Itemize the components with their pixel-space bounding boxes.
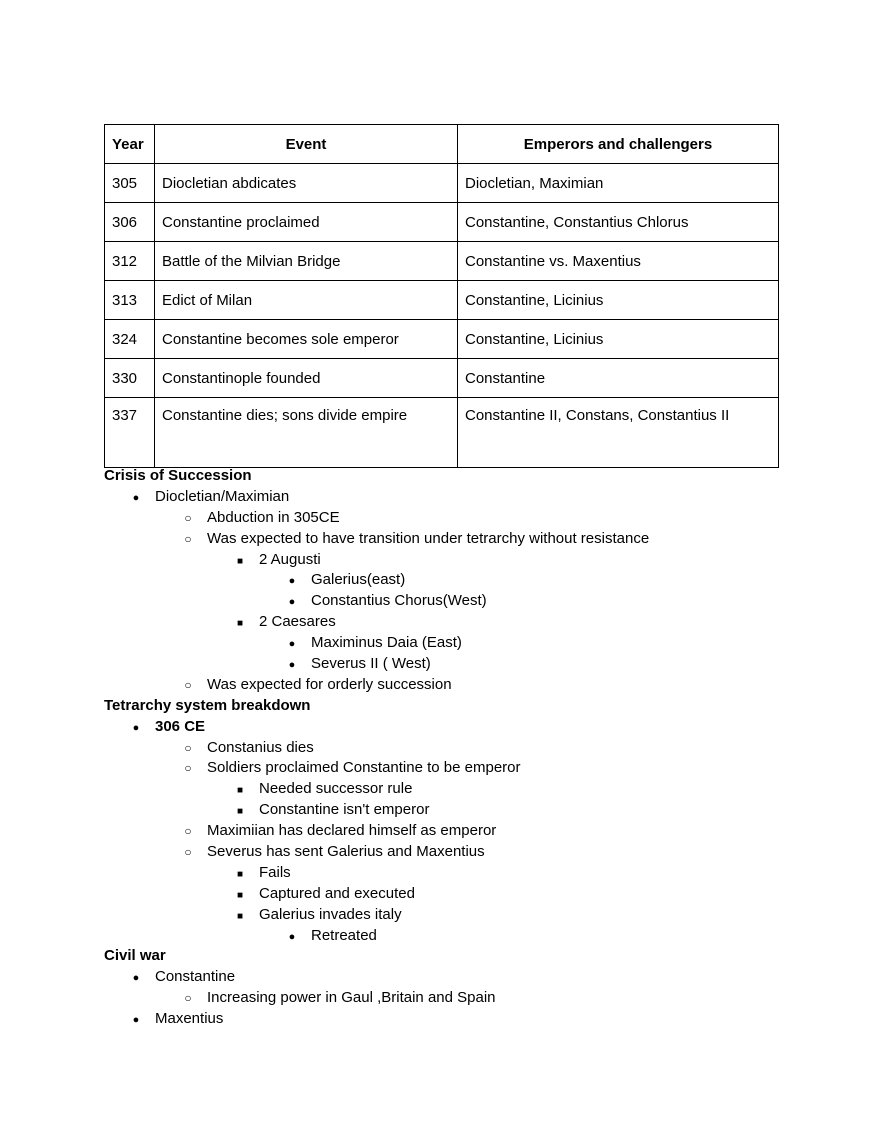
cell-year: 330 (105, 359, 155, 398)
cell-emperors: Constantine, Licinius (458, 320, 779, 359)
bullet-square-icon (233, 905, 247, 928)
list-item: ● Maximinus Daia (East) (104, 633, 804, 654)
list-item: ■ Captured and executed (104, 884, 804, 905)
cell-year: 313 (105, 281, 155, 320)
list-item: ■ Needed successor rule (104, 779, 804, 800)
list-item: ○ Increasing power in Gaul ,Britain and Spain (104, 988, 804, 1009)
bullet-circle-icon (181, 738, 195, 759)
list-item: ● Maxentius (104, 1009, 804, 1030)
list-item: ■ Constantine isn't emperor (104, 800, 804, 821)
list-item: ○ Constanius dies (104, 738, 804, 759)
section-heading: Crisis of Succession (104, 467, 252, 484)
header-year: Year (105, 125, 155, 164)
cell-year: 324 (105, 320, 155, 359)
list-item: ■ Fails (104, 863, 804, 884)
section-heading: Civil war (104, 947, 166, 965)
list-item: ○ Soldiers proclaimed Constantine to be emperor (104, 758, 804, 779)
header-emperors: Emperors and challengers (458, 125, 779, 164)
list-item: ○ Was expected for orderly succession (104, 675, 804, 696)
list-item: ● Constantine (104, 967, 804, 988)
bullet-disc-icon (129, 967, 143, 989)
bullet-circle-icon (181, 821, 195, 842)
bullet-disc-icon (285, 633, 299, 655)
cell-year: 305 (105, 164, 155, 203)
cell-emperors: Constantine (458, 359, 779, 398)
bullet-circle-icon (181, 758, 195, 779)
cell-emperors: Constantine vs. Maxentius (458, 242, 779, 281)
bullet-disc-icon (285, 654, 299, 676)
cell-emperors: Constantine II, Constans, Constantius II (458, 398, 779, 468)
bullet-square-icon (233, 779, 247, 802)
bullet-circle-icon (181, 529, 195, 550)
table-row (105, 242, 779, 281)
table-row (105, 203, 779, 242)
bullet-disc-icon (129, 717, 143, 739)
cell-event: Edict of Milan (155, 281, 458, 320)
header-event: Event (155, 125, 458, 164)
cell-emperors: Constantine, Constantius Chlorus (458, 203, 779, 242)
cell-event: Constantine dies; sons divide empire (155, 398, 458, 468)
bullet-disc-icon (129, 487, 143, 509)
table-row (105, 164, 779, 203)
bullet-square-icon (233, 550, 247, 573)
list-item: ■ Galerius invades italy (104, 905, 804, 926)
cell-event: Constantine becomes sole emperor (155, 320, 458, 359)
list-item: ● Retreated (104, 926, 804, 947)
timeline-table (104, 124, 779, 468)
table-row (105, 398, 779, 468)
list-item: ■ 2 Caesares (104, 612, 804, 633)
cell-year: 306 (105, 203, 155, 242)
bullet-disc-icon (129, 1009, 143, 1031)
list-item: ● Galerius(east) (104, 570, 804, 591)
cell-event: Diocletian abdicates (155, 164, 458, 203)
table-row (105, 359, 779, 398)
notes-outline (104, 466, 804, 1030)
bullet-disc-icon (285, 926, 299, 948)
table-header-row (105, 125, 779, 164)
list-item: ● Constantius Chorus(West) (104, 591, 804, 612)
bullet-square-icon (233, 800, 247, 823)
cell-emperors: Constantine, Licinius (458, 281, 779, 320)
bullet-circle-icon (181, 988, 195, 1009)
bullet-circle-icon (181, 675, 195, 696)
bullet-circle-icon (181, 508, 195, 529)
cell-event: Battle of the Milvian Bridge (155, 242, 458, 281)
bullet-square-icon (233, 863, 247, 886)
list-item: ○ Abduction in 305CE (104, 508, 804, 529)
cell-event: Constantine proclaimed (155, 203, 458, 242)
list-item: ○ Was expected to have transition under tetrarchy without resistance (104, 529, 804, 550)
section-heading: Tetrarchy system breakdown (104, 696, 311, 714)
list-item: ■ 2 Augusti (104, 550, 804, 571)
bullet-disc-icon (285, 591, 299, 613)
list-item: ○ Maximiian has declared himself as emperor (104, 821, 804, 842)
bullet-circle-icon (181, 842, 195, 863)
cell-year: 337 (105, 398, 155, 468)
cell-emperors: Diocletian, Maximian (458, 164, 779, 203)
list-item: ○ Severus has sent Galerius and Maxentius (104, 842, 804, 863)
bullet-square-icon (233, 612, 247, 635)
bullet-square-icon (233, 884, 247, 907)
cell-year: 312 (105, 242, 155, 281)
table-row (105, 281, 779, 320)
list-item: ● 306 CE (104, 717, 804, 738)
list-item: ● Severus II ( West) (104, 654, 804, 675)
table-row (105, 320, 779, 359)
list-item: ● Diocletian/Maximian (104, 487, 804, 508)
bullet-disc-icon (285, 570, 299, 592)
cell-event: Constantinople founded (155, 359, 458, 398)
